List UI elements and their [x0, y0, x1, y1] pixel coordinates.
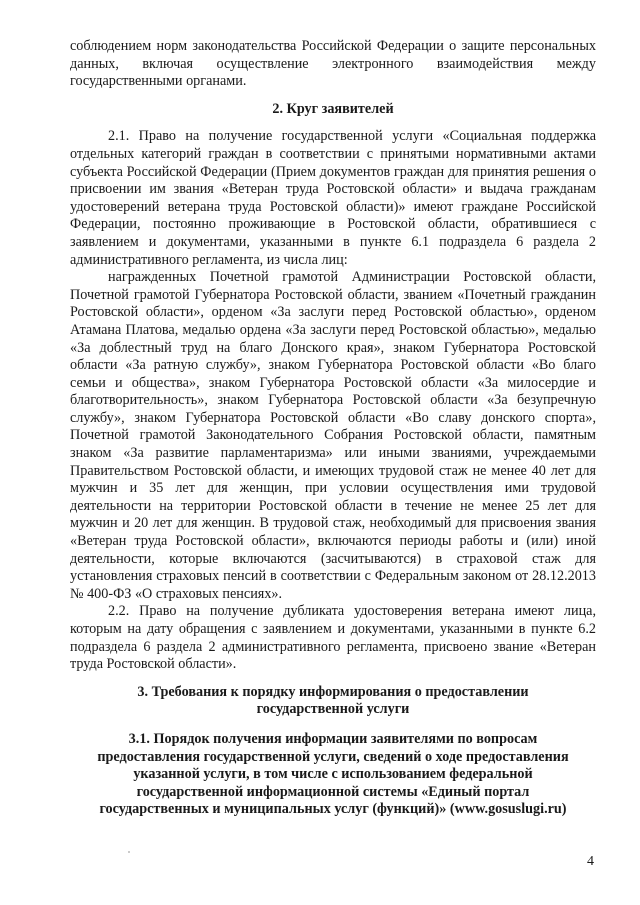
subsection-3-1-title	[70, 731, 596, 819]
section-3-title-line1: 3. Требования к порядку информирования о предоставлении	[137, 683, 529, 700]
subsection-3-1-line4: государственной информационной системы «Единый портал	[136, 783, 530, 800]
subsection-3-1-line2: предоставления государственной услуги, сведений о ходе предоставления	[97, 748, 569, 765]
subsection-3-1-line1: 3.1. Порядок получения информации заявителями по вопросам	[128, 730, 538, 747]
paragraph-2-1-list: награжденных Почетной грамотой Администрации Ростовской области, Почетной грамотой Губернатора Ростовской области, званием «Почетный гражданин Ростовской области», орденом «За заслуги перед Ростовской областью», орденом Атамана Платова, медалью ордена «За заслуги перед Ростовской областью», медалью «За доблестный труд на благо Донского края», знаком Губернатора Ростовской области «За ратную службу», знаком Губернатора Ростовской области «Во благо семьи и общества», знаком Губернатора Ростовской области «За милосердие и благотворительность», знаком Губернатора Ростовской области «За безупречную службу», знаком Губернатора Ростовской области «Во славу донского спорта», Почетной грамотой Законодательного Собрания Ростовской области, памятным знаком «За развитие парламентаризма» или иными званиями, учреждаемыми Правительством Ростовской области, и имеющих трудовой стаж не менее 40 лет для мужчин и 35 лет для женщин, при условии осуществления ими трудовой деятельности на территории Ростовской области в течение не менее 25 лет для мужчин и 20 лет для женщин. В трудовой стаж, необходимый для присвоения звания «Ветеран труда Ростовской области», включаются периоды работы и (или) иной деятельности, которые включаются (засчитываются) в страховой стаж для установления страховых пенсий в соответствии с Федеральным законом от 28.12.2013 № 400-ФЗ «О страховых пенсиях».	[70, 269, 596, 602]
section-2-title: 2. Круг заявителей	[272, 100, 394, 117]
paragraph-2-2: 2.2. Право на получение дубликата удостоверения ветерана имеют лица, которым на дату обращения с заявлением и документами, указанными в пункте 6.2 подраздела 6 раздела 2 административного регламента, присвоено звание «Ветеран труда Ростовской области».	[70, 603, 596, 673]
paragraph-2-1: 2.1. Право на получение государственной услуги «Социальная поддержка отдельных категорий граждан в соответствии с принятыми нормативными актами субъекта Российской Федерации (Прием документов граждан для принятия решения о присвоении им звания «Ветеран труда Ростовской области» и выдача гражданам удостоверений ветерана труда Ростовской области)» имеют граждане Российской Федерации, постоянно проживающие в Ростовской области, обратившиеся с заявлением и документами, указанными в пункте 6.1 подраздела 6 раздела 2 административного регламента, из числа лиц:	[70, 128, 596, 268]
subsection-3-1-line3: указанной услуги, в том числе с использованием федеральной	[133, 766, 533, 783]
scan-speck	[128, 851, 130, 853]
section-3-title-line2: государственной услуги	[256, 701, 410, 718]
page-number: 4	[587, 854, 594, 869]
intro-paragraph: соблюдением норм законодательства Российской Федерации о защите персональных данных, включая осуществление электронного взаимодействия между государственными органами.	[70, 38, 596, 90]
subsection-3-1-line5: государственных и муниципальных услуг (функций)» (www.gosuslugi.ru)	[99, 801, 567, 818]
section-3-title	[70, 684, 596, 719]
